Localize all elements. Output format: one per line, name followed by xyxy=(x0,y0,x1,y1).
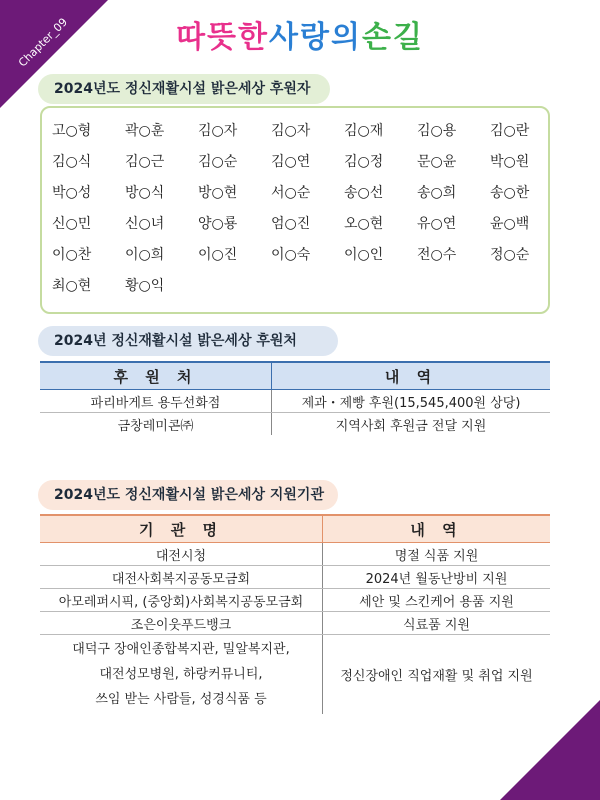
agency-name: 대전시청 xyxy=(40,543,323,566)
sponsor-detail: 지역사회 후원금 전달 지원 xyxy=(335,418,487,434)
donor-name: 정○순 xyxy=(490,247,530,263)
title-word-2: 사랑의 xyxy=(269,20,362,55)
sponsors-table xyxy=(40,361,550,435)
donor-name: 김○용 xyxy=(417,123,457,139)
donor-name: 엄○진 xyxy=(271,216,311,232)
donor-name: 송○한 xyxy=(490,185,530,201)
donor-name: 최○현 xyxy=(52,278,92,294)
donor-name: 김○자 xyxy=(271,123,311,139)
title-word-1: 따뜻한 xyxy=(176,20,270,55)
donor-name: 김○란 xyxy=(490,123,530,139)
chapter-label: Chapter_09 xyxy=(15,15,71,70)
agency-name: 대덕구 장애인종합복지관, 밀알복지관, 대전성모병원, 하랑커뮤니티, 쓰임 받는 사람들, 성경식품 등 xyxy=(40,635,323,715)
sponsor-detail: 제과・제빵 후원(15,545,400원 상당) xyxy=(272,390,551,413)
donor-name: 김○재 xyxy=(344,123,384,139)
donor-name: 윤○백 xyxy=(490,216,530,232)
donor-name-grid xyxy=(52,120,562,306)
agency-detail: 식료품 지원 xyxy=(323,612,551,635)
donor-name: 신○녀 xyxy=(125,216,165,232)
sponsors-col-header-name: 후 원 처 xyxy=(40,362,272,390)
donor-name: 오○현 xyxy=(344,216,384,232)
donor-name: 서○순 xyxy=(271,185,311,201)
sponsors-col-header-detail: 내 역 xyxy=(272,362,551,390)
donor-name: 이○찬 xyxy=(52,247,92,263)
donor-name: 이○희 xyxy=(125,247,165,263)
agencies-col-header-detail: 내 역 xyxy=(323,515,551,543)
table-row xyxy=(40,566,550,589)
donor-name: 신○민 xyxy=(52,216,92,232)
donor-name: 김○연 xyxy=(271,154,311,170)
donor-name: 유○연 xyxy=(417,216,457,232)
agency-detail: 2024년 월동난방비 지원 xyxy=(323,566,551,589)
table-row xyxy=(40,612,550,635)
donor-name: 전○수 xyxy=(417,247,457,263)
donors-heading: 2024년도 정신재활시설 밝은세상 후원자 xyxy=(38,74,330,104)
agency-detail: 정신장애인 직업재활 및 취업 지원 xyxy=(340,669,533,684)
agency-detail: 명절 식품 지원 xyxy=(323,543,551,566)
donor-name: 김○식 xyxy=(52,154,92,170)
donor-name: 이○숙 xyxy=(271,247,311,263)
donor-name: 양○룡 xyxy=(198,216,238,232)
table-row xyxy=(40,390,550,413)
donor-name: 김○자 xyxy=(198,123,238,139)
donor-name: 문○윤 xyxy=(417,154,457,170)
donor-name: 김○근 xyxy=(125,154,165,170)
agencies-heading: 2024년도 정신재활시설 밝은세상 지원기관 xyxy=(38,480,338,510)
donor-name: 송○선 xyxy=(344,185,384,201)
sponsor-name: 금창레미콘㈜ xyxy=(40,413,272,436)
title-word-3: 손길 xyxy=(361,20,424,55)
donor-name: 방○식 xyxy=(125,185,165,201)
sponsors-heading: 2024년 정신재활시설 밝은세상 후원처 xyxy=(38,326,338,356)
donor-name: 김○정 xyxy=(344,154,384,170)
donor-name: 송○희 xyxy=(417,185,457,201)
table-row xyxy=(40,589,550,612)
donor-name: 박○원 xyxy=(490,154,530,170)
table-row xyxy=(40,543,550,566)
agency-detail: 세안 및 스킨케어 용품 지원 xyxy=(323,589,551,612)
donor-name: 박○성 xyxy=(52,185,92,201)
corner-decoration-bottom-right xyxy=(500,700,600,800)
donor-name: 황○익 xyxy=(125,278,165,294)
page-title xyxy=(0,12,600,56)
donor-name: 이○진 xyxy=(198,247,238,263)
sponsor-name: 파리바게트 용두선화점 xyxy=(40,390,272,413)
agency-name: 조은이웃푸드뱅크 xyxy=(40,612,323,635)
agencies-table xyxy=(40,514,550,714)
table-row xyxy=(40,635,550,715)
agency-name: 대전사회복지공동모금회 xyxy=(40,566,323,589)
donor-name: 고○형 xyxy=(52,123,92,139)
donor-name: 김○순 xyxy=(198,154,238,170)
donor-name: 이○인 xyxy=(344,247,384,263)
donor-name: 곽○훈 xyxy=(125,123,165,139)
donor-name: 방○현 xyxy=(198,185,238,201)
agencies-col-header-name: 기 관 명 xyxy=(40,515,323,543)
agency-name: 아모레퍼시픽, (중앙회)사회복지공동모금회 xyxy=(40,589,323,612)
table-row xyxy=(40,413,550,436)
